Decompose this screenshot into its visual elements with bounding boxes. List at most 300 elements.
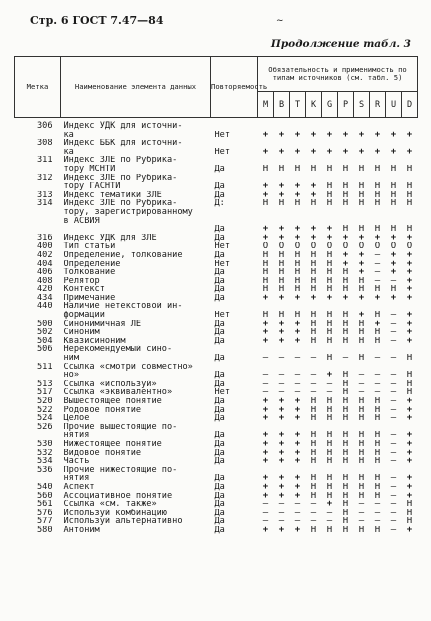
element-code: 400 xyxy=(36,242,53,251)
applicability-mark: — xyxy=(374,388,381,397)
table-row xyxy=(15,466,418,475)
applicability-mark: Н xyxy=(326,354,333,363)
table-row xyxy=(15,414,418,423)
applicability-mark: Н xyxy=(342,439,349,449)
applicability-mark: + xyxy=(294,147,301,157)
applicability-mark: + xyxy=(262,414,269,423)
applicability-mark: Н xyxy=(406,508,413,518)
table-row xyxy=(15,208,418,217)
applicability-mark: + xyxy=(342,130,349,140)
applicability-mark xyxy=(354,363,370,372)
applicability-mark xyxy=(322,466,338,475)
element-code: 402 xyxy=(36,250,53,260)
applicability-mark: + xyxy=(262,491,269,501)
repeatability-value: Да xyxy=(214,328,225,337)
table-row xyxy=(15,345,418,354)
applicability-mark: Н xyxy=(342,182,349,191)
table-row xyxy=(15,131,418,140)
applicability-mark: + xyxy=(406,525,413,535)
applicability-mark xyxy=(258,217,274,226)
element-name: Ассоциативное понятие xyxy=(63,491,173,501)
applicability-mark xyxy=(386,302,402,311)
applicability-mark: О xyxy=(406,242,413,251)
applicability-mark: Н xyxy=(326,311,333,320)
repeatability-value: Да xyxy=(214,491,225,501)
applicability-mark: Н xyxy=(358,405,365,415)
table-row xyxy=(15,199,418,208)
element-code: 506 xyxy=(36,345,53,355)
applicability-mark: Н xyxy=(342,328,349,337)
element-name: Квазисиноним xyxy=(63,336,126,346)
table-row xyxy=(15,337,418,346)
applicability-mark xyxy=(290,466,306,475)
element-code: 408 xyxy=(36,276,53,286)
applicability-mark: + xyxy=(406,276,413,286)
applicability-mark: + xyxy=(310,130,317,140)
applicability-mark: — xyxy=(390,457,397,466)
applicability-mark: + xyxy=(390,233,397,243)
applicability-mark: + xyxy=(406,268,413,277)
applicability-mark: Н xyxy=(310,199,317,208)
applicability-mark: + xyxy=(406,491,413,501)
element-code xyxy=(15,431,61,440)
applicability-mark: Н xyxy=(390,182,397,191)
applicability-mark xyxy=(306,156,322,165)
element-name: Прочие вышестоящие по- xyxy=(63,422,178,432)
applicability-mark: Н xyxy=(342,388,349,397)
applicability-mark: Н xyxy=(374,285,381,294)
applicability-mark xyxy=(274,139,290,148)
repeatability-value xyxy=(211,345,258,354)
repeatability-value: Да xyxy=(214,319,225,329)
element-name: формации xyxy=(63,311,105,320)
applicability-mark: — xyxy=(278,500,285,509)
applicability-mark xyxy=(258,156,274,165)
applicability-mark: — xyxy=(310,517,317,526)
applicability-mark: + xyxy=(278,293,285,303)
applicability-mark: Н xyxy=(374,164,381,174)
applicability-mark: + xyxy=(406,311,413,320)
applicability-mark: + xyxy=(262,225,269,234)
applicability-mark xyxy=(354,118,370,131)
applicability-mark: Н xyxy=(310,414,317,423)
applicability-mark xyxy=(274,208,290,217)
applicability-mark: Н xyxy=(342,371,349,380)
applicability-mark: + xyxy=(406,147,413,157)
element-name: Индекс ЗЛЕ по Рубрика- xyxy=(63,156,178,165)
applicability-mark: + xyxy=(310,182,317,191)
applicability-mark: Н xyxy=(374,448,381,458)
applicability-mark: + xyxy=(278,491,285,501)
table-row xyxy=(15,260,418,269)
element-name: Нерекомендуемый сино- xyxy=(63,345,173,355)
applicability-mark: — xyxy=(374,250,381,260)
repeatability-value: Да xyxy=(214,431,225,440)
element-code: 522 xyxy=(36,405,53,415)
repeatability-value xyxy=(211,466,258,475)
applicability-mark: — xyxy=(358,379,365,389)
element-name: Вышестоящее понятие xyxy=(63,397,162,406)
data-elements-table xyxy=(14,56,418,535)
applicability-mark: — xyxy=(262,517,269,526)
page-label: Стр. 6 xyxy=(30,14,69,27)
element-code: 530 xyxy=(36,439,53,449)
applicability-mark xyxy=(322,217,338,226)
applicability-mark xyxy=(386,345,402,354)
element-code: 314 xyxy=(36,199,53,208)
element-code: 311 xyxy=(36,156,53,165)
repeatability-value: Да xyxy=(214,233,225,243)
table-row xyxy=(15,406,418,415)
applicability-mark: Н xyxy=(342,379,349,389)
applicability-mark: Н xyxy=(358,199,365,208)
applicability-mark: — xyxy=(390,354,397,363)
applicability-mark: — xyxy=(294,388,301,397)
element-name: Индекс ЗЛЕ по Рубрика- xyxy=(63,173,178,183)
applicability-mark: Н xyxy=(374,405,381,415)
applicability-mark: + xyxy=(294,491,301,501)
applicability-mark: — xyxy=(262,371,269,380)
applicability-mark: Н xyxy=(406,182,413,191)
applicability-mark xyxy=(386,174,402,183)
applicability-mark: + xyxy=(390,268,397,277)
applicability-mark xyxy=(338,363,354,372)
applicability-mark xyxy=(306,139,322,148)
applicability-mark xyxy=(290,139,306,148)
applicability-mark: + xyxy=(374,319,381,329)
element-code: 306 xyxy=(36,121,53,131)
element-code: 312 xyxy=(36,173,53,183)
element-code: 511 xyxy=(36,362,53,372)
applicability-mark: + xyxy=(278,439,285,449)
applicability-mark xyxy=(258,363,274,372)
applicability-mark: Н xyxy=(262,164,269,174)
applicability-mark: — xyxy=(390,517,397,526)
applicability-mark: + xyxy=(358,130,365,140)
applicability-mark: — xyxy=(358,508,365,518)
applicability-mark xyxy=(338,423,354,432)
applicability-mark: — xyxy=(310,379,317,389)
repeatability-value: Да xyxy=(214,397,225,406)
applicability-mark: + xyxy=(326,225,333,234)
applicability-mark: + xyxy=(278,182,285,191)
applicability-mark: Н xyxy=(342,517,349,526)
applicability-mark: Н xyxy=(342,190,349,200)
applicability-mark xyxy=(338,139,354,148)
applicability-mark: — xyxy=(374,500,381,509)
applicability-mark: Н xyxy=(374,491,381,501)
applicability-mark: — xyxy=(374,517,381,526)
applicability-mark: — xyxy=(390,448,397,458)
applicability-mark xyxy=(258,302,274,311)
repeatability-value xyxy=(211,423,258,432)
applicability-mark: + xyxy=(278,190,285,200)
element-code: 420 xyxy=(36,285,53,294)
applicability-mark: О xyxy=(390,242,397,251)
applicability-mark xyxy=(370,156,386,165)
applicability-mark: Н xyxy=(374,336,381,346)
applicability-mark xyxy=(306,423,322,432)
applicability-mark: + xyxy=(294,233,301,243)
repeatability-value: Да xyxy=(214,457,225,466)
applicability-mark xyxy=(402,156,418,165)
applicability-mark xyxy=(402,208,418,217)
applicability-mark: Н xyxy=(374,457,381,466)
applicability-mark: Н xyxy=(262,276,269,286)
applicability-mark xyxy=(386,217,402,226)
element-code: 540 xyxy=(36,482,53,492)
element-name: Часть xyxy=(63,457,90,466)
applicability-mark: Н xyxy=(326,397,333,406)
applicability-mark: + xyxy=(294,439,301,449)
applicability-mark: + xyxy=(406,130,413,140)
applicability-mark xyxy=(402,118,418,131)
applicability-mark: — xyxy=(390,276,397,286)
element-code xyxy=(15,208,61,217)
applicability-mark: Н xyxy=(278,285,285,294)
applicability-mark: Н xyxy=(310,457,317,466)
repeatability-value: Да xyxy=(214,379,225,389)
applicability-mark: Н xyxy=(358,182,365,191)
repeatability-value: Да xyxy=(214,482,225,492)
element-name: Индекс УДК для источни- xyxy=(63,121,183,131)
column-header-source-p: P xyxy=(338,92,354,118)
applicability-mark: Н xyxy=(342,225,349,234)
applicability-mark: + xyxy=(294,293,301,303)
element-name: Аспект xyxy=(63,482,95,492)
element-code: 524 xyxy=(36,414,53,423)
applicability-mark: + xyxy=(294,397,301,406)
table-row xyxy=(15,423,418,432)
element-name: в АСВИЯ xyxy=(63,216,100,226)
applicability-mark: Н xyxy=(294,268,301,277)
applicability-mark: Н xyxy=(326,276,333,286)
applicability-mark: Н xyxy=(294,199,301,208)
applicability-mark: + xyxy=(406,397,413,406)
applicability-mark: — xyxy=(310,354,317,363)
applicability-mark xyxy=(258,139,274,148)
table-row xyxy=(15,397,418,406)
applicability-mark: + xyxy=(262,482,269,492)
repeatability-value: Да xyxy=(214,414,225,423)
applicability-mark: + xyxy=(390,250,397,260)
table-row xyxy=(15,294,418,303)
applicability-mark: Н xyxy=(310,397,317,406)
applicability-mark: Н xyxy=(294,311,301,320)
applicability-mark: Н xyxy=(310,525,317,535)
element-code: 500 xyxy=(36,319,53,329)
applicability-mark: О xyxy=(358,242,365,251)
element-name: Контекст xyxy=(63,285,105,294)
applicability-mark: Н xyxy=(326,199,333,208)
applicability-mark: + xyxy=(294,336,301,346)
applicability-mark: + xyxy=(326,371,333,380)
table-row xyxy=(15,118,418,131)
applicability-mark: + xyxy=(294,448,301,458)
element-code: 316 xyxy=(36,233,53,243)
applicability-mark: + xyxy=(262,336,269,346)
applicability-mark xyxy=(402,302,418,311)
applicability-mark: Н xyxy=(278,250,285,260)
repeatability-value: Нет xyxy=(214,147,231,157)
applicability-mark: Н xyxy=(358,439,365,449)
table-row xyxy=(15,182,418,191)
applicability-mark: + xyxy=(342,259,349,269)
applicability-mark: — xyxy=(262,388,269,397)
applicability-mark: Н xyxy=(310,276,317,286)
element-name: тору ГАСНТИ xyxy=(63,182,121,191)
column-header-code: Метка xyxy=(15,57,61,118)
repeatability-value: Да xyxy=(214,474,225,483)
applicability-mark: — xyxy=(294,371,301,380)
applicability-mark: Н xyxy=(342,525,349,535)
applicability-mark: + xyxy=(406,319,413,329)
applicability-mark: — xyxy=(390,336,397,346)
applicability-mark xyxy=(306,174,322,183)
applicability-mark: Н xyxy=(358,474,365,483)
applicability-mark: + xyxy=(278,328,285,337)
applicability-mark xyxy=(274,423,290,432)
applicability-mark xyxy=(290,174,306,183)
repeatability-value xyxy=(211,217,258,226)
element-name: Родовое понятие xyxy=(63,405,142,415)
applicability-mark: — xyxy=(390,311,397,320)
repeatability-value: Д: xyxy=(214,199,225,208)
repeatability-value: Нет xyxy=(214,311,231,320)
element-code xyxy=(15,165,61,174)
element-name: Определение xyxy=(63,259,121,269)
applicability-mark: Н xyxy=(294,276,301,286)
column-header-source-r: R xyxy=(370,92,386,118)
applicability-mark: Н xyxy=(390,164,397,174)
table-row xyxy=(15,363,418,372)
element-name: ка xyxy=(63,147,74,157)
element-code: 520 xyxy=(36,397,53,406)
repeatability-value: Да xyxy=(214,508,225,518)
element-name: ним xyxy=(63,354,80,363)
repeatability-value: Да xyxy=(214,164,225,174)
applicability-mark: + xyxy=(278,233,285,243)
applicability-mark: — xyxy=(390,474,397,483)
table-row xyxy=(15,148,418,157)
element-code: 580 xyxy=(36,525,53,535)
applicability-mark xyxy=(306,217,322,226)
applicability-mark: Н xyxy=(326,482,333,492)
table-row xyxy=(15,139,418,148)
table-row xyxy=(15,156,418,165)
applicability-mark: Н xyxy=(406,190,413,200)
table-row xyxy=(15,509,418,518)
repeatability-value: Да xyxy=(214,405,225,415)
applicability-mark xyxy=(354,217,370,226)
applicability-mark: + xyxy=(326,147,333,157)
applicability-mark: Н xyxy=(374,225,381,234)
column-header-source-t: T xyxy=(290,92,306,118)
column-header-source-k: K xyxy=(306,92,322,118)
applicability-mark xyxy=(370,466,386,475)
element-name: Наличие нетекстовой ин- xyxy=(63,302,183,312)
applicability-mark xyxy=(354,466,370,475)
applicability-mark: — xyxy=(390,397,397,406)
applicability-mark: + xyxy=(406,285,413,294)
applicability-mark: Н xyxy=(342,474,349,483)
applicability-mark: Н xyxy=(406,164,413,174)
element-name: Примечание xyxy=(63,293,116,303)
applicability-mark: + xyxy=(406,233,413,243)
applicability-mark: Н xyxy=(294,285,301,294)
applicability-mark: + xyxy=(278,431,285,440)
applicability-mark: Н xyxy=(326,319,333,329)
applicability-mark: + xyxy=(278,225,285,234)
element-name: но» xyxy=(63,371,80,380)
applicability-mark: Н xyxy=(406,354,413,363)
column-header-applicability: Обязательность и применимость по типам источников (см. табл. 5) xyxy=(258,57,418,92)
repeatability-value: Да xyxy=(214,500,225,509)
applicability-mark: Н xyxy=(262,311,269,320)
applicability-mark: — xyxy=(358,500,365,509)
applicability-mark: Н xyxy=(374,311,381,320)
applicability-mark: + xyxy=(310,233,317,243)
applicability-mark xyxy=(290,208,306,217)
column-header-source-b: B xyxy=(274,92,290,118)
applicability-mark: — xyxy=(310,508,317,518)
applicability-mark: — xyxy=(326,517,333,526)
applicability-mark: Н xyxy=(310,328,317,337)
applicability-mark: + xyxy=(326,293,333,303)
applicability-mark: + xyxy=(406,414,413,423)
applicability-mark: Н xyxy=(326,190,333,200)
applicability-mark: Н xyxy=(374,525,381,535)
applicability-mark: Н xyxy=(326,164,333,174)
applicability-mark: Н xyxy=(262,199,269,208)
applicability-mark: + xyxy=(262,182,269,191)
applicability-mark: Н xyxy=(358,397,365,406)
applicability-mark xyxy=(338,208,354,217)
element-code xyxy=(15,371,61,380)
applicability-mark: + xyxy=(406,482,413,492)
applicability-mark: Н xyxy=(390,190,397,200)
repeatability-value: Нет xyxy=(214,259,231,269)
applicability-mark xyxy=(402,139,418,148)
element-code: 502 xyxy=(36,328,53,337)
applicability-mark: + xyxy=(358,250,365,260)
applicability-mark: + xyxy=(406,328,413,337)
applicability-mark: Н xyxy=(342,508,349,518)
element-code: 534 xyxy=(36,457,53,466)
applicability-mark: Н xyxy=(406,379,413,389)
applicability-mark: + xyxy=(294,525,301,535)
column-header-name: Наименование элемента данных xyxy=(61,57,211,118)
element-code: 308 xyxy=(36,139,53,148)
applicability-mark: Н xyxy=(262,250,269,260)
applicability-mark: Н xyxy=(278,199,285,208)
applicability-mark: — xyxy=(278,354,285,363)
applicability-mark: Н xyxy=(294,250,301,260)
repeatability-value: Нет xyxy=(214,130,231,140)
element-code: 404 xyxy=(36,259,53,269)
applicability-mark xyxy=(402,174,418,183)
applicability-mark: Н xyxy=(342,276,349,286)
applicability-mark: + xyxy=(374,233,381,243)
applicability-mark xyxy=(258,118,274,131)
applicability-mark: + xyxy=(310,293,317,303)
applicability-mark: Н xyxy=(326,439,333,449)
applicability-mark: + xyxy=(294,182,301,191)
table-row xyxy=(15,431,418,440)
applicability-mark xyxy=(386,156,402,165)
applicability-mark: Н xyxy=(310,448,317,458)
applicability-mark: + xyxy=(278,147,285,157)
